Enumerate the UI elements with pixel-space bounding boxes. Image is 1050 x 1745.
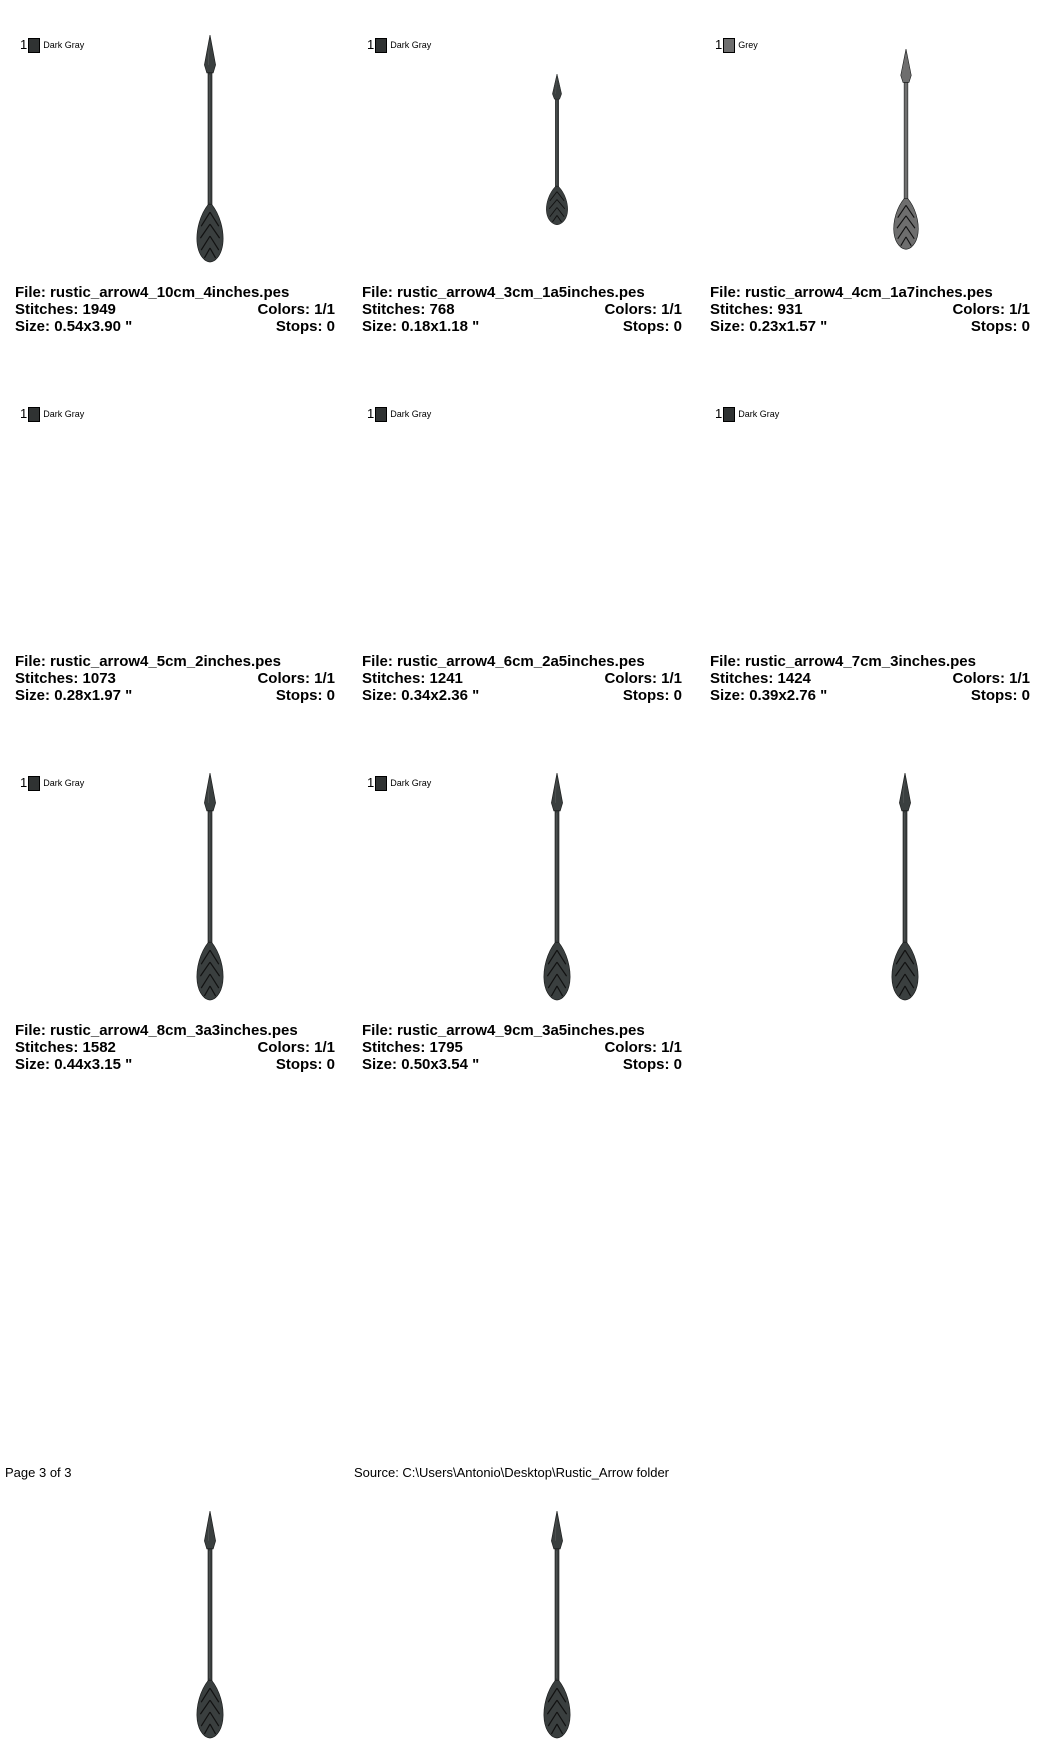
arrow-embroidery-preview	[889, 773, 921, 1002]
color-name: Dark Gray	[390, 778, 432, 788]
size-value: 0.23x1.57 "	[749, 318, 828, 335]
file-name: rustic_arrow4_6cm_2a5inches.pes	[397, 653, 645, 670]
file-name: rustic_arrow4_9cm_3a5inches.pes	[397, 1022, 645, 1039]
size-field: Size: 0.39x2.76 "	[710, 687, 828, 704]
stops-value: 0	[1021, 687, 1030, 704]
size-value: 0.28x1.97 "	[54, 687, 133, 704]
design-info	[15, 653, 335, 704]
design-cell	[362, 399, 692, 719]
design-cell	[362, 30, 692, 350]
color-name: Dark Gray	[43, 409, 85, 419]
stops-value: 0	[673, 1056, 682, 1073]
arrow-embroidery-preview	[544, 74, 570, 226]
stitches-value: 931	[777, 301, 803, 318]
design-cell	[15, 768, 345, 1088]
source-path: Source: C:\Users\Antonio\Desktop\Rustic_Arrow folder	[354, 1465, 670, 1480]
design-info	[15, 1022, 335, 1073]
color-chip	[715, 37, 758, 53]
stitches-field: Stitches: 1424	[710, 670, 811, 687]
stitches-field: Stitches: 1949	[15, 301, 116, 318]
color-name: Dark Gray	[43, 40, 85, 50]
colors-value: 1/1	[1009, 301, 1030, 318]
color-swatch	[28, 407, 40, 422]
stops-value: 0	[673, 687, 682, 704]
arrow-embroidery-preview	[194, 1511, 226, 1740]
design-info	[710, 653, 1030, 704]
size-field: Size: 0.18x1.18 "	[362, 318, 480, 335]
file-name: rustic_arrow4_10cm_4inches.pes	[50, 284, 290, 301]
stops-field: Stops: 0	[275, 318, 335, 335]
color-index: 1	[367, 775, 375, 790]
design-info	[710, 284, 1030, 335]
file-label: File: rustic_arrow4_6cm_2a5inches.pes	[362, 653, 645, 670]
stops-value: 0	[1021, 318, 1030, 335]
colors-value: 1/1	[661, 670, 682, 687]
stitches-value: 1795	[429, 1039, 463, 1056]
design-info	[362, 284, 682, 335]
design-cell	[362, 768, 692, 1088]
size-value: 0.44x3.15 "	[54, 1056, 133, 1073]
colors-field: Colors: 1/1	[952, 670, 1030, 687]
stitches-value: 1424	[777, 670, 811, 687]
colors-value: 1/1	[1009, 670, 1030, 687]
design-info	[362, 1022, 682, 1073]
design-cell	[710, 399, 1040, 719]
stitches-field: Stitches: 1582	[15, 1039, 116, 1056]
file-label: File: rustic_arrow4_5cm_2inches.pes	[15, 653, 281, 670]
design-info	[362, 653, 682, 704]
color-index: 1	[20, 406, 28, 421]
arrow-embroidery-preview	[891, 49, 921, 251]
color-index: 1	[20, 775, 28, 790]
color-chip	[20, 37, 84, 53]
size-value: 0.54x3.90 "	[54, 318, 133, 335]
size-value: 0.18x1.18 "	[401, 318, 480, 335]
file-name: rustic_arrow4_8cm_3a3inches.pes	[50, 1022, 298, 1039]
colors-value: 1/1	[314, 1039, 335, 1056]
colors-field: Colors: 1/1	[604, 1039, 682, 1056]
stops-field: Stops: 0	[275, 687, 335, 704]
file-label: File: rustic_arrow4_3cm_1a5inches.pes	[362, 284, 645, 301]
file-label: File: rustic_arrow4_4cm_1a7inches.pes	[710, 284, 993, 301]
size-value: 0.34x2.36 "	[401, 687, 480, 704]
colors-field: Colors: 1/1	[604, 301, 682, 318]
stitches-value: 768	[429, 301, 455, 318]
color-index: 1	[715, 37, 723, 52]
design-cell	[710, 30, 1040, 350]
stops-field: Stops: 0	[622, 687, 682, 704]
color-name: Grey	[738, 40, 758, 50]
size-field: Size: 0.50x3.54 "	[362, 1056, 480, 1073]
size-field: Size: 0.23x1.57 "	[710, 318, 828, 335]
arrow-embroidery-preview	[194, 35, 226, 264]
color-name: Dark Gray	[738, 409, 780, 419]
size-value: 0.39x2.76 "	[749, 687, 828, 704]
colors-field: Colors: 1/1	[257, 301, 335, 318]
stitches-field: Stitches: 1073	[15, 670, 116, 687]
color-swatch	[28, 776, 40, 791]
color-chip	[20, 406, 84, 422]
color-index: 1	[715, 406, 723, 421]
stitches-field: Stitches: 768	[362, 301, 455, 318]
stitches-field: Stitches: 1795	[362, 1039, 463, 1056]
stitches-field: Stitches: 931	[710, 301, 803, 318]
color-name: Dark Gray	[390, 40, 432, 50]
file-name: rustic_arrow4_7cm_3inches.pes	[745, 653, 976, 670]
colors-value: 1/1	[314, 670, 335, 687]
file-label: File: rustic_arrow4_9cm_3a5inches.pes	[362, 1022, 645, 1039]
stitches-value: 1241	[429, 670, 463, 687]
design-cell	[15, 399, 345, 719]
size-value: 0.50x3.54 "	[401, 1056, 480, 1073]
stitches-value: 1073	[82, 670, 116, 687]
stitches-value: 1949	[82, 301, 116, 318]
file-label: File: rustic_arrow4_7cm_3inches.pes	[710, 653, 976, 670]
color-swatch	[28, 38, 40, 53]
design-info	[15, 284, 335, 335]
design-cell	[15, 30, 345, 350]
colors-field: Colors: 1/1	[257, 1039, 335, 1056]
stops-field: Stops: 0	[970, 318, 1030, 335]
stops-value: 0	[326, 318, 335, 335]
color-chip	[20, 775, 84, 791]
stops-field: Stops: 0	[275, 1056, 335, 1073]
color-name: Dark Gray	[390, 409, 432, 419]
colors-field: Colors: 1/1	[952, 301, 1030, 318]
colors-value: 1/1	[661, 301, 682, 318]
stops-field: Stops: 0	[622, 318, 682, 335]
size-field: Size: 0.34x2.36 "	[362, 687, 480, 704]
stops-value: 0	[326, 687, 335, 704]
file-label: File: rustic_arrow4_10cm_4inches.pes	[15, 284, 290, 301]
file-name: rustic_arrow4_3cm_1a5inches.pes	[397, 284, 645, 301]
color-chip	[367, 406, 431, 422]
stops-value: 0	[673, 318, 682, 335]
file-name: rustic_arrow4_4cm_1a7inches.pes	[745, 284, 993, 301]
stops-value: 0	[326, 1056, 335, 1073]
color-chip	[715, 406, 779, 422]
page-number: Page 3 of 3	[5, 1465, 72, 1480]
color-chip	[367, 775, 431, 791]
color-index: 1	[20, 37, 28, 52]
color-index: 1	[367, 37, 375, 52]
colors-field: Colors: 1/1	[257, 670, 335, 687]
colors-field: Colors: 1/1	[604, 670, 682, 687]
stops-field: Stops: 0	[970, 687, 1030, 704]
colors-value: 1/1	[661, 1039, 682, 1056]
arrow-embroidery-preview	[541, 1511, 573, 1740]
color-name: Dark Gray	[43, 778, 85, 788]
file-name: rustic_arrow4_5cm_2inches.pes	[50, 653, 281, 670]
color-swatch	[375, 38, 387, 53]
stitches-field: Stitches: 1241	[362, 670, 463, 687]
colors-value: 1/1	[314, 301, 335, 318]
color-swatch	[723, 407, 735, 422]
color-swatch	[375, 776, 387, 791]
stitches-value: 1582	[82, 1039, 116, 1056]
size-field: Size: 0.54x3.90 "	[15, 318, 133, 335]
stops-field: Stops: 0	[622, 1056, 682, 1073]
size-field: Size: 0.28x1.97 "	[15, 687, 133, 704]
color-swatch	[375, 407, 387, 422]
color-chip	[367, 37, 431, 53]
color-index: 1	[367, 406, 375, 421]
color-swatch	[723, 38, 735, 53]
file-label: File: rustic_arrow4_8cm_3a3inches.pes	[15, 1022, 298, 1039]
size-field: Size: 0.44x3.15 "	[15, 1056, 133, 1073]
